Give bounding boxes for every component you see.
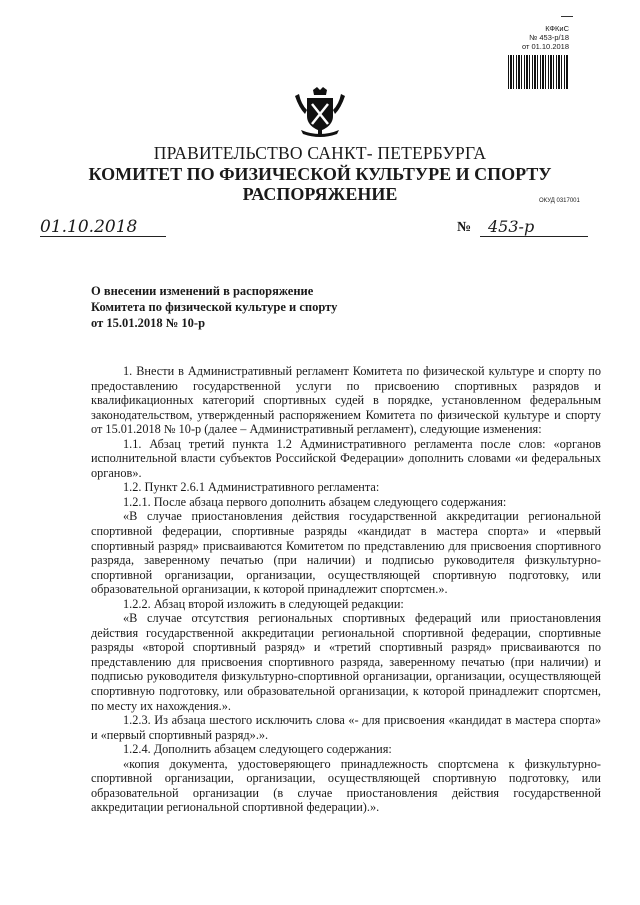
paragraph: 1. Внести в Административный регламент Комитета по физической культуре и спорту по предоставлению государственной услуги по присвоению спортивных разрядов и квалификационных категорий спортивных судей в порядке, установленном федеральным законодательством, утвержденный распоряжением Комитета по физической культуре и спорту от 15.01.2018 № 10-р (далее – Административный регламент), следующие изменения:	[91, 364, 601, 437]
paragraph: 1.2.2. Абзац второй изложить в следующей редакции:	[123, 596, 404, 611]
coat-of-arms-emblem	[293, 86, 347, 138]
paragraph: 1.2.4. Дополнить абзацем следующего содержания:	[123, 742, 392, 757]
document-body	[91, 364, 601, 815]
government-title: ПРАВИТЕЛЬСТВО САНКТ- ПЕТЕРБУРГА	[153, 143, 487, 163]
committee-title: КОМИТЕТ ПО ФИЗИЧЕСКОЙ КУЛЬТУРЕ И СПОРТУ	[88, 164, 552, 184]
handwritten-number: 453-р	[480, 218, 588, 237]
subject-line: О внесении изменений в распоряжение	[91, 284, 314, 298]
subject-block	[91, 283, 411, 331]
paragraph: 1.2. Пункт 2.6.1 Административного регламента:	[123, 480, 380, 495]
paragraph: 1.2.3. Из абзаца шестого исключить слова «- для присвоения «кандидат в мастера спорта» и «первый спортивный разряд».».	[91, 713, 601, 742]
stamp-line-2: № 453-р/18	[529, 33, 569, 42]
number-label: №	[457, 220, 472, 235]
subject-line: от 15.01.2018 № 10-р	[91, 316, 206, 330]
paragraph: 1.1. Абзац третий пункта 1.2 Административного регламента после слов: «органов исполнительной власти субъектов Российской Федерации» дополнить словами «и федеральных органов».	[91, 436, 601, 480]
paragraph: 1.2.1. После абзаца первого дополнить абзацем следующего содержания:	[123, 494, 507, 509]
handwritten-date: 01.10.2018	[40, 218, 166, 237]
paragraph: «В случае приостановления действия государственной аккредитации региональной спортивной федерации, спортивные разряды «кандидат в мастера спорта» и «первый спортивный разряд» присваиваются Комитетом по представлению для присвоения спортивного разряда, заверенному печатью (при наличии) и подписью руководителя физкультурно-спортивной организации, организации, осуществляющей спортивную подготовку, или образовательной организации, к которой принадлежит спортсмен.».	[91, 509, 601, 597]
barcode	[508, 55, 568, 89]
registration-stamp	[505, 24, 569, 51]
paragraph: «копия документа, удостоверяющего принадлежность спортсмена к физкультурно-спортивной организации, организации, осуществляющей спортивную подготовку, или образовательной организации (в случае приостановления действия государственной аккредитации региональной спортивной федерации).».	[91, 756, 601, 815]
stamp-line-1: КФКиС	[545, 24, 569, 33]
paragraph: «В случае отсутствия региональных спортивных федераций или приостановления действия государственной аккредитации региональной спортивной федерации, спортивные разряды «второй спортивный разряд» и «третий спортивный разряд» присваиваются по представлению для присвоения спортивного разряда, заверенному печатью (при наличии) и подписью руководителя физкультурно-спортивной организации, организации, осуществляющей спортивную подготовку, или образовательной организации, к которой принадлежит спортсмен, по месту их нахождения.».	[91, 611, 601, 713]
stamp-line-3: от 01.10.2018	[521, 42, 569, 51]
document-type: РАСПОРЯЖЕНИЕ	[242, 184, 398, 204]
stamp-dash	[561, 16, 573, 17]
subject-line: Комитета по физической культуре и спорту	[91, 300, 338, 314]
okud-code: ОКУД 0317001	[539, 198, 580, 204]
